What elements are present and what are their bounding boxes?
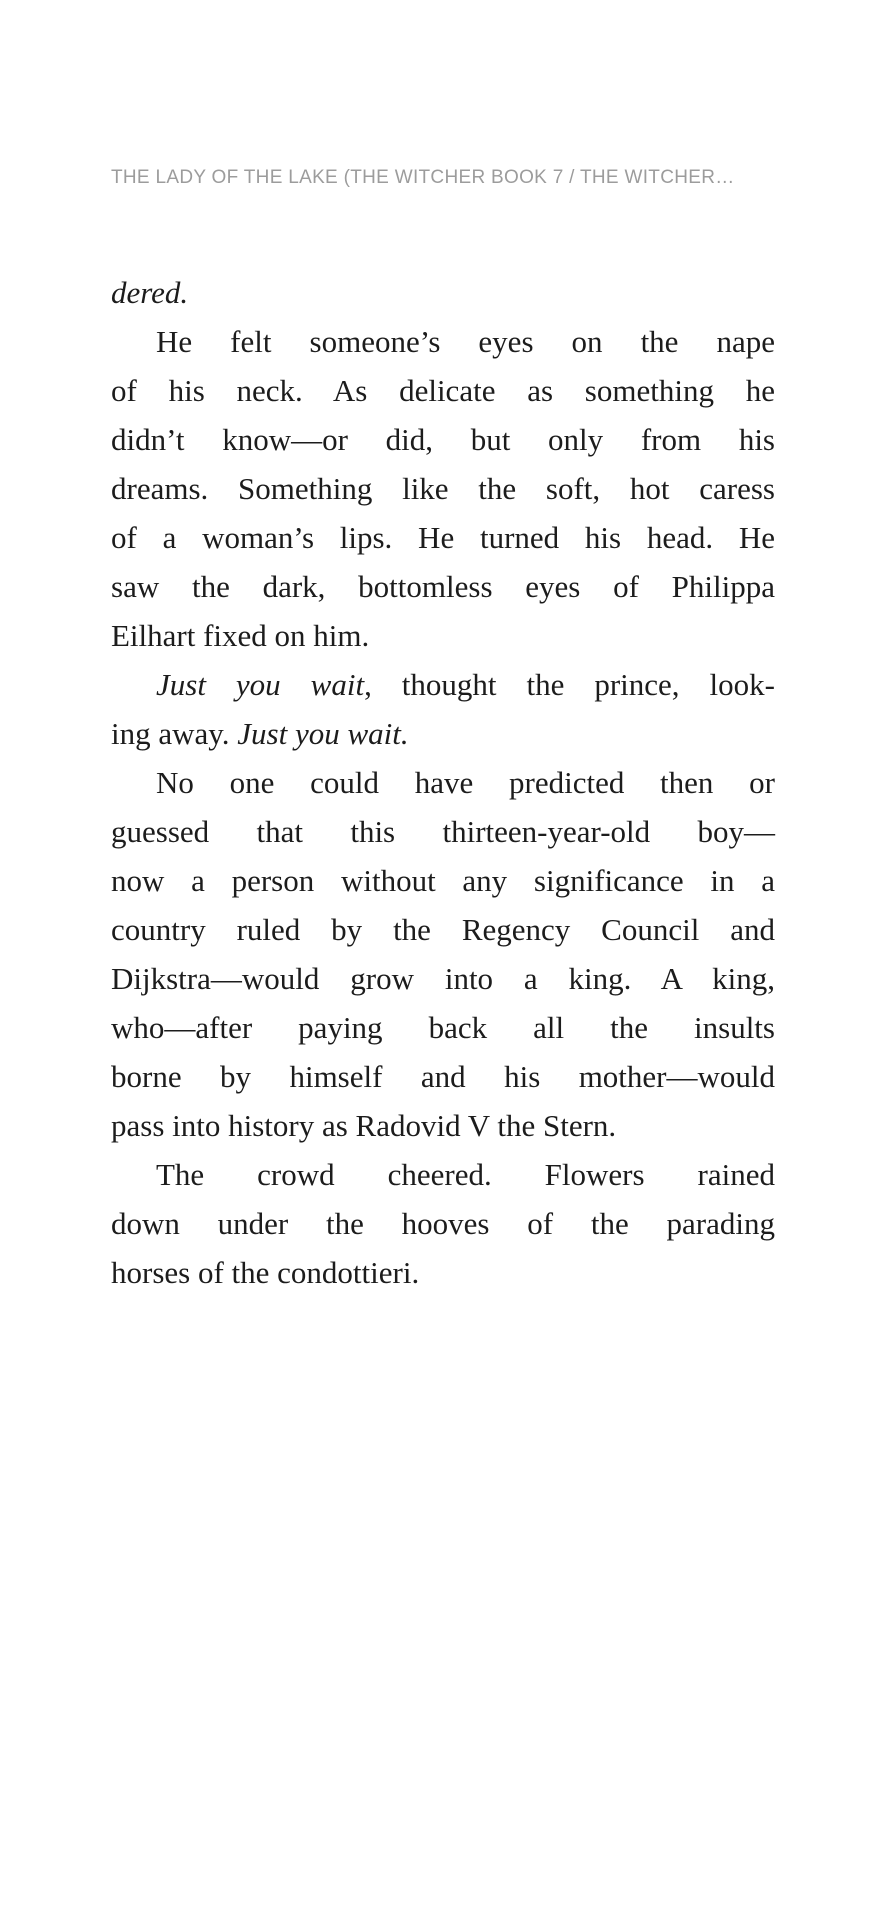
italic-text-segment: Just you wait [156,667,365,702]
paragraph [111,268,775,317]
text-line [111,268,775,317]
text-segment: country ruled by the Regency Council and [111,912,775,947]
text-line [111,317,775,366]
text-segment: saw the dark, bottomless eyes of Philippa [111,569,775,604]
text-line [111,905,775,954]
paragraph [111,660,775,758]
text-line [111,562,775,611]
text-segment: who—after paying back all the insults [111,1010,775,1045]
text-line [111,1150,775,1199]
book-title-header: THE LADY OF THE LAKE (THE WITCHER BOOK 7 / THE WITCHER… [111,167,735,188]
text-line [111,709,775,758]
text-line [111,464,775,513]
text-line [111,1052,775,1101]
text-line [111,513,775,562]
text-segment: didn’t know—or did, but only from his [111,422,775,457]
text-line [111,807,775,856]
text-line [111,1199,775,1248]
text-line [111,1248,775,1297]
text-segment: now a person without any significance in a [111,863,775,898]
text-segment: of his neck. As delicate as something he [111,373,775,408]
text-segment: guessed that this thirteen-year-old boy— [111,814,775,849]
paragraph [111,1150,775,1297]
text-segment: horses of the condottieri. [111,1255,420,1290]
paragraph [111,758,775,1150]
text-segment: Dijkstra—would grow into a king. A king, [111,961,775,996]
italic-text-segment: dered. [111,275,189,310]
text-segment: ing away. [111,716,238,751]
text-segment: pass into history as Radovid V the Stern. [111,1108,617,1143]
text-line [111,758,775,807]
paragraph [111,317,775,660]
text-segment: of a woman’s lips. He turned his head. He [111,520,775,555]
text-segment: borne by himself and his mother—would [111,1059,775,1094]
text-line [111,856,775,905]
text-line [111,415,775,464]
text-line [111,366,775,415]
text-segment: The crowd cheered. Flowers rained [156,1157,775,1192]
text-segment: He felt someone’s eyes on the nape [156,324,775,359]
text-line [111,954,775,1003]
text-line [111,611,775,660]
text-line [111,660,775,709]
book-text-content [111,268,775,1297]
italic-text-segment: Just you wait. [237,716,409,751]
text-segment: , thought the prince, look- [364,667,775,702]
text-segment: Eilhart fixed on him. [111,618,370,653]
text-segment: dreams. Something like the soft, hot caress [111,471,775,506]
text-segment: down under the hooves of the parading [111,1206,775,1241]
text-segment: No one could have predicted then or [156,765,775,800]
text-line [111,1003,775,1052]
text-line [111,1101,775,1150]
